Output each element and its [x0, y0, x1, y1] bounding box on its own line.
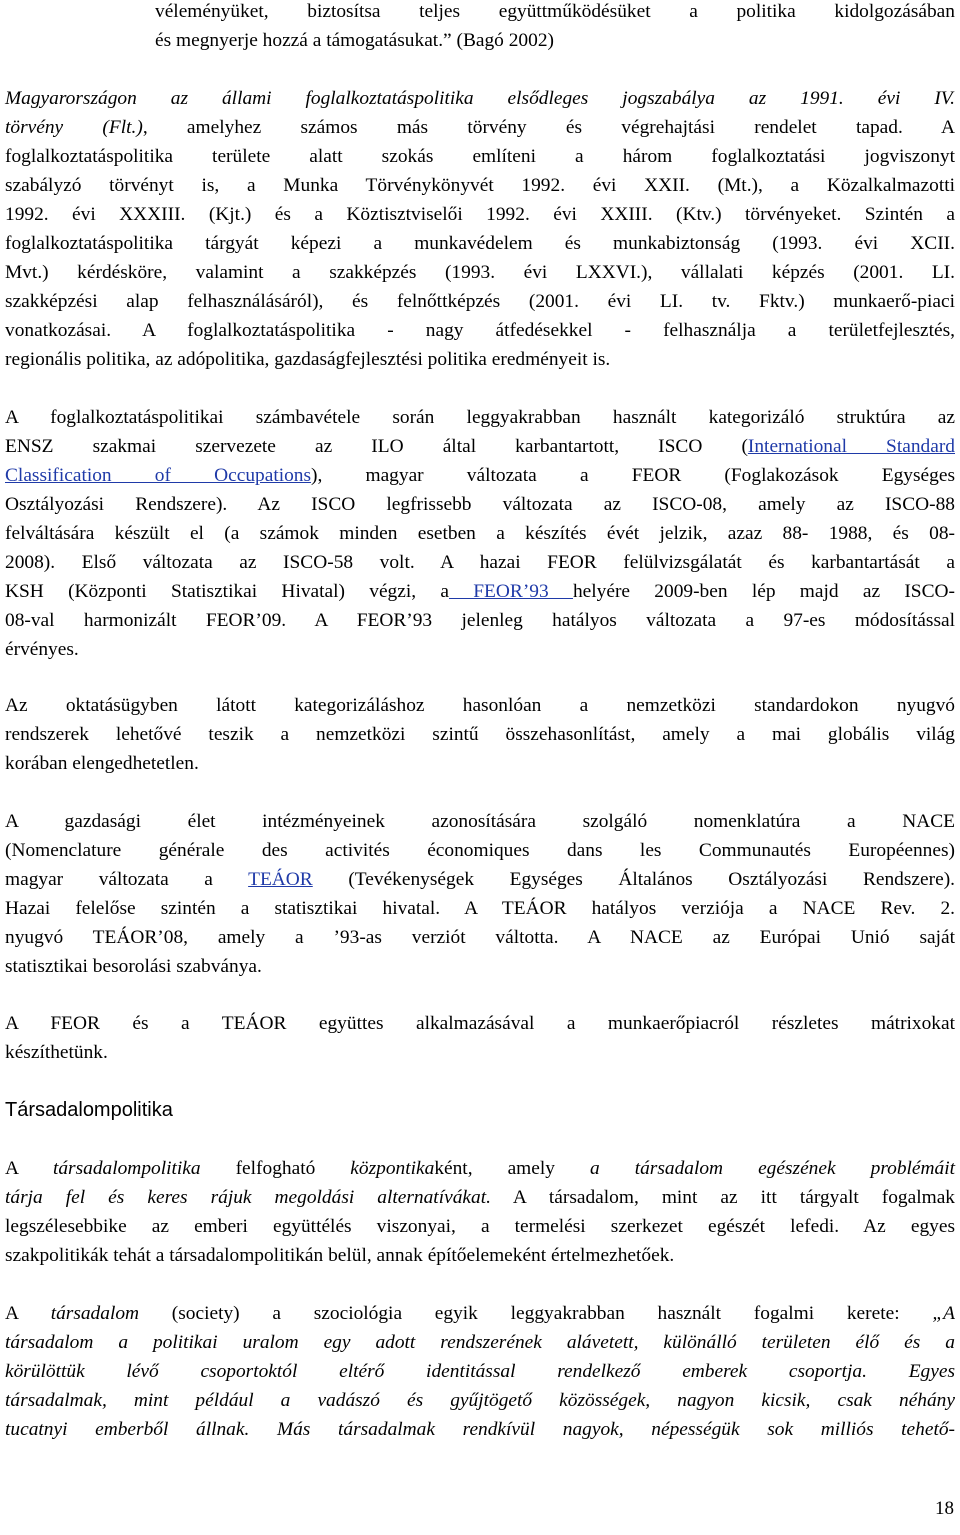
text-line [5, 203, 955, 227]
text-span: ként, amely [434, 1158, 590, 1179]
text-span: nyugvó TEÁOR’08, amely a ’93-as verziót váltotta. A NACE az Európai Unió saját [5, 927, 955, 948]
text-span: A FEOR és a TEÁOR együttes alkalmazásával a munkaerőpiacról részletes mátrixokat [5, 1013, 955, 1034]
text-span: Mvt.) kérdésköre, valamint a szakképzés (1993. évi LXXVI.), vállalati képzés (2001. LI. [5, 262, 955, 283]
text-span: készíthetünk. [5, 1042, 108, 1063]
text-line [5, 1302, 955, 1326]
text-span: A foglalkoztatáspolitikai számbavétele során leggyakrabban használt kategorizáló struktúra az [5, 407, 955, 428]
text-span: magyar változata a [5, 869, 249, 890]
text-span: A társadalom, mint az itt tárgyalt fogalmak [490, 1187, 955, 1208]
hyperlink[interactable]: International Standard [747, 436, 955, 457]
text-line [5, 1012, 955, 1036]
text-span: felfogható [200, 1158, 351, 1179]
text-line [5, 926, 955, 950]
text-span: Az oktatásügyben látott kategorizáláshoz hasonlóan a nemzetközi standardokon nyugvó [5, 695, 955, 716]
text-span: Hazai felelőse szintén a statisztikai hivatal. A TEÁOR hatályos verziója a NACE Rev. 2. [5, 898, 955, 919]
text-span: (Tevékenységek Egységes Általános Osztályozási Rendszere). [312, 869, 956, 890]
section-heading: Társadalompolitika [5, 1099, 173, 1121]
text-line [5, 116, 955, 140]
text-line [155, 29, 554, 53]
text-line [5, 319, 955, 343]
text-line [5, 232, 955, 256]
text-line [5, 1360, 955, 1384]
text-span: foglalkoztatáspolitika tárgyát képezi a munkavédelem és munkabiztonság (1993. évi XCII. [5, 233, 955, 254]
text-span: „A [932, 1303, 955, 1324]
text-span: társadalom a politikai uralom egy adott rendszerének alávetett, különálló területen élő és a [5, 1332, 955, 1353]
text-span: társadalmak, mint például a vadászó és gyűjtögető közösségek, nagyon kicsik, csak néhány [5, 1390, 955, 1411]
text-span: és megnyerje hozzá a támogatásukat.” (Bagó 2002) [155, 30, 554, 51]
text-span: ), magyar változata a FEOR (Foglakozások Egységes [311, 465, 955, 486]
text-line [5, 145, 955, 169]
text-line [5, 1389, 955, 1413]
text-line [5, 1331, 955, 1355]
text-line [5, 435, 955, 459]
hyperlink[interactable]: FEOR’93 [448, 581, 573, 602]
text-span: KSH (Központi Statisztikai Hivatal) végzi, a [5, 581, 449, 602]
text-span: helyére 2009-ben lép majd az ISCO- [572, 581, 955, 602]
text-line [5, 87, 955, 111]
text-line [5, 955, 262, 979]
text-line [155, 0, 955, 24]
text-line [5, 174, 955, 198]
text-line [5, 1186, 955, 1210]
text-span: 2008). Első változata az ISCO-58 volt. A hazai FEOR felülvizsgálatát és karbantartását a [5, 552, 955, 573]
text-line [5, 1215, 955, 1239]
text-span: vonatkozásai. A foglalkoztatáspolitika - nagy átfedésekkel - felhasználja a területfejlesztés, [5, 320, 955, 341]
text-span: legszélesebbike az emberi együttélés viszonyai, a termelési szerkezet egészét lefedi. Az egyes [5, 1216, 955, 1237]
text-span: törvény (Flt.) [5, 117, 143, 138]
text-span: statisztikai besorolási szabványa. [5, 956, 262, 977]
text-span: véleményüket, biztosítsa teljes együttműködésüket a politika kidolgozásában [155, 1, 955, 22]
text-line [5, 897, 955, 921]
text-span: társadalompolitika [52, 1158, 201, 1179]
text-span: korában elengedhetetlen. [5, 753, 199, 774]
text-span: (Nomenclature générale des activités économiques dans les Communautés Européennes) [5, 840, 955, 861]
text-span: tucatnyi emberből állnak. Más társadalmak rendkívül nagyok, népességük sok milliós tehető- [5, 1419, 955, 1440]
text-span: foglalkoztatáspolitika területe alatt szokás említeni a három foglalkoztatási jogviszonyt [5, 146, 955, 167]
text-span: központika [350, 1158, 435, 1179]
text-span: regionális politika, az adópolitika, gazdaságfejlesztési politika eredményeit is. [5, 349, 611, 370]
text-span: Osztályozási Rendszere). Az ISCO legfrissebb változata az ISCO-08, amely az ISCO-88 [5, 494, 955, 515]
hyperlink[interactable]: TEÁOR [248, 869, 313, 890]
text-span: rendszerek lehetővé teszik a nemzetközi szintű összehasonlítást, amely a mai globális világ [5, 724, 955, 745]
text-span: körülöttük lévő csoportoktól eltérő identitással rendelkező emberek csoportja. Egyes [5, 1361, 955, 1382]
text-line [5, 1418, 955, 1442]
text-line [5, 1244, 674, 1268]
text-line [5, 1041, 108, 1065]
text-span: A gazdasági élet intézményeinek azonosítására szolgáló nomenklatúra a NACE [5, 811, 955, 832]
text-line [5, 348, 610, 372]
text-span: 1992. évi XXXIII. (Kjt.) és a Köztisztviselői 1992. évi XXIII. (Ktv.) törvényeket. Szintén a [5, 204, 955, 225]
text-span: Magyarországon az állami foglalkoztatáspolitika elsődleges jogszabálya az 1991. évi IV. [5, 88, 955, 109]
text-span: a társadalom egészének problémáit [589, 1158, 955, 1179]
text-span: (society) a szociológia egyik leggyakrabban használt fogalmi kerete: [139, 1303, 933, 1324]
text-span: tárja fel és keres rájuk megoldási alternatívákat. [5, 1187, 491, 1208]
text-line [5, 580, 955, 604]
text-line [5, 464, 955, 488]
text-line [5, 493, 955, 517]
text-span: 08-val harmonizált FEOR’09. A FEOR’93 jelenleg hatályos változata a 97-es módosítással [5, 610, 955, 631]
text-span: , amelyhez számos más törvény és végrehajtási rendelet tapad. A [142, 117, 956, 138]
hyperlink[interactable]: Classification of Occupations [5, 465, 312, 486]
text-span: társadalom [50, 1303, 140, 1324]
page-number: 18 [935, 1498, 954, 1519]
text-line [5, 1157, 955, 1181]
text-line [5, 609, 955, 633]
text-line [5, 522, 955, 546]
text-span: ENSZ szakmai szervezete az ILO által karbantartott, ISCO ( [5, 436, 748, 457]
text-line [5, 406, 955, 430]
text-line [5, 694, 955, 718]
text-span: érvényes. [5, 639, 79, 660]
text-line [5, 752, 199, 776]
text-span: szabályzó törvényt is, a Munka Törvénykönyvét 1992. évi XXII. (Mt.), a Közalkalmazotti [5, 175, 955, 196]
text-line [5, 810, 955, 834]
text-line [5, 551, 955, 575]
text-line [5, 638, 79, 662]
text-span: szakképzési alap felhasználásáról), és felnőttképzés (2001. évi LI. tv. Fktv.) munkaerő-piaci [5, 291, 955, 312]
text-span: szakpolitikák tehát a társadalompolitikán belül, annak építőelemeként értelmezhetőek. [5, 1245, 675, 1266]
text-span: A [5, 1303, 51, 1324]
text-line [5, 868, 955, 892]
text-line [5, 290, 955, 314]
text-span: felváltására készült el (a számok minden esetben a készítés évét jelzik, azaz 88- 1988, és 08- [5, 523, 955, 544]
text-line [5, 261, 955, 285]
text-line [5, 723, 955, 747]
text-line [5, 839, 955, 863]
text-span: A [5, 1158, 53, 1179]
